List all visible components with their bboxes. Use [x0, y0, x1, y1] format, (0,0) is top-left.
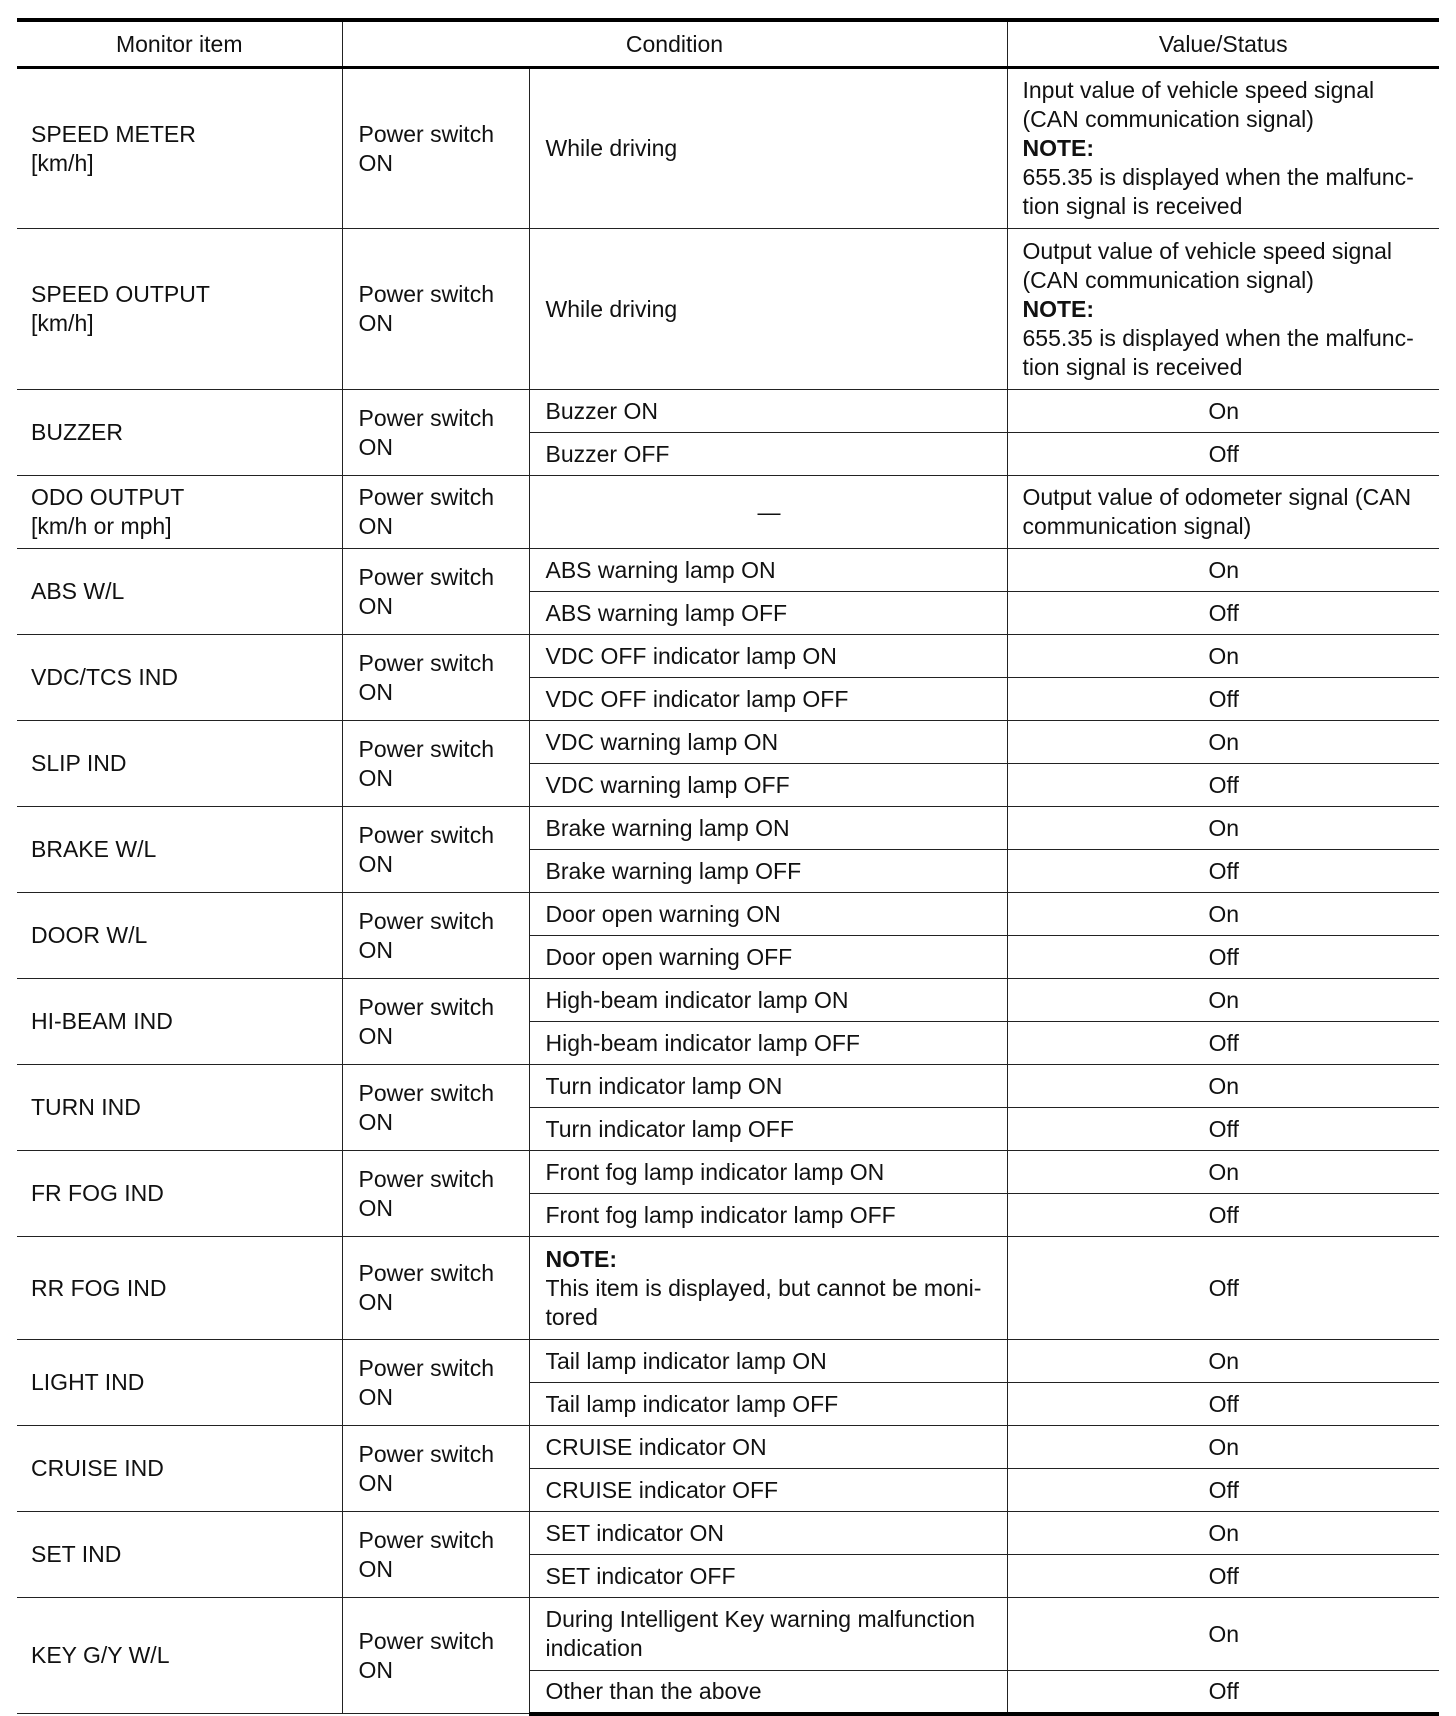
monitor-item: SPEED OUTPUT [km/h] [17, 229, 342, 390]
value-status: On [1007, 1512, 1439, 1555]
monitor-item: ODO OUTPUT [km/h or mph] [17, 476, 342, 549]
value-status: On [1007, 635, 1439, 678]
value-status: On [1007, 1151, 1439, 1194]
monitor-item: SLIP IND [17, 721, 342, 807]
power-condition: Power switch ON [342, 1426, 529, 1512]
condition: Buzzer OFF [529, 433, 1007, 476]
value-status: Off [1007, 1237, 1439, 1340]
header-monitor-item: Monitor item [17, 20, 342, 68]
value-status: Off [1007, 850, 1439, 893]
header-value-status: Value/Status [1007, 20, 1439, 68]
value-text: Output value of vehicle speed signal (CAN communication signal) [1022, 237, 1393, 293]
value-status: Off [1007, 936, 1439, 979]
condition: SET indicator OFF [529, 1555, 1007, 1598]
condition: Brake warning lamp OFF [529, 850, 1007, 893]
monitor-table [17, 18, 1439, 1716]
power-condition: Power switch ON [342, 1598, 529, 1714]
monitor-item: ABS W/L [17, 549, 342, 635]
condition: VDC warning lamp OFF [529, 764, 1007, 807]
note-text: 655.35 is displayed when the malfunc-tion signal is received [1022, 164, 1414, 219]
monitor-item: DOOR W/L [17, 893, 342, 979]
power-condition: Power switch ON [342, 549, 529, 635]
condition: Tail lamp indicator lamp OFF [529, 1383, 1007, 1426]
power-condition: Power switch ON [342, 893, 529, 979]
power-condition: Power switch ON [342, 229, 529, 390]
power-condition: Power switch ON [342, 979, 529, 1065]
condition: ABS warning lamp ON [529, 549, 1007, 592]
power-condition: Power switch ON [342, 807, 529, 893]
power-condition: Power switch ON [342, 635, 529, 721]
condition: Door open warning ON [529, 893, 1007, 936]
value-status: On [1007, 1065, 1439, 1108]
monitor-item: BRAKE W/L [17, 807, 342, 893]
value-status: On [1007, 979, 1439, 1022]
note-text: 655.35 is displayed when the malfunc-tion signal is received [1022, 324, 1414, 380]
condition: CRUISE indicator ON [529, 1426, 1007, 1469]
table-row [17, 1512, 1439, 1555]
value-status: Off [1007, 764, 1439, 807]
power-condition: Power switch ON [342, 721, 529, 807]
condition [529, 1237, 1007, 1340]
value-status: On [1007, 807, 1439, 850]
value-status: On [1007, 549, 1439, 592]
monitor-item: SET IND [17, 1512, 342, 1598]
header-row [17, 20, 1439, 68]
value-status: On [1007, 721, 1439, 764]
power-condition: Power switch ON [342, 1065, 529, 1151]
power-condition: Power switch ON [342, 476, 529, 549]
monitor-item: HI-BEAM IND [17, 979, 342, 1065]
condition: Front fog lamp indicator lamp ON [529, 1151, 1007, 1194]
monitor-item: BUZZER [17, 390, 342, 476]
monitor-item: SPEED METER [km/h] [17, 68, 342, 229]
condition: ABS warning lamp OFF [529, 592, 1007, 635]
table-row [17, 807, 1439, 850]
table-row [17, 1065, 1439, 1108]
monitor-item: KEY G/Y W/L [17, 1598, 342, 1714]
power-condition: Power switch ON [342, 68, 529, 229]
value-status: On [1007, 893, 1439, 936]
table-row [17, 229, 1439, 390]
table-row [17, 476, 1439, 549]
power-condition: Power switch ON [342, 390, 529, 476]
condition: — [529, 476, 1007, 549]
condition: High-beam indicator lamp OFF [529, 1022, 1007, 1065]
condition: While driving [529, 68, 1007, 229]
note-label: NOTE: [545, 1245, 618, 1272]
condition: During Intelligent Key warning malfunction indication [529, 1598, 1007, 1671]
note-label: NOTE: [1022, 135, 1095, 161]
power-condition: Power switch ON [342, 1512, 529, 1598]
table-row [17, 635, 1439, 678]
table-row [17, 1340, 1439, 1383]
value-status: On [1007, 390, 1439, 433]
value-text: Input value of vehicle speed signal (CAN communication signal) [1022, 77, 1375, 132]
monitor-item: LIGHT IND [17, 1340, 342, 1426]
condition: Front fog lamp indicator lamp OFF [529, 1194, 1007, 1237]
power-condition: Power switch ON [342, 1151, 529, 1237]
value-status: Off [1007, 1194, 1439, 1237]
condition: Turn indicator lamp OFF [529, 1108, 1007, 1151]
condition: While driving [529, 229, 1007, 390]
table-row [17, 721, 1439, 764]
table-row [17, 390, 1439, 433]
value-status [1007, 68, 1439, 229]
condition: CRUISE indicator OFF [529, 1469, 1007, 1512]
note-label: NOTE: [1022, 295, 1095, 322]
value-status: Off [1007, 1022, 1439, 1065]
monitor-item: CRUISE IND [17, 1426, 342, 1512]
condition: High-beam indicator lamp ON [529, 979, 1007, 1022]
value-status: Output value of odometer signal (CAN communication signal) [1007, 476, 1439, 549]
power-condition: Power switch ON [342, 1340, 529, 1426]
value-status: Off [1007, 433, 1439, 476]
condition: Other than the above [529, 1671, 1007, 1714]
monitor-item: VDC/TCS IND [17, 635, 342, 721]
table-row [17, 68, 1439, 229]
condition: VDC warning lamp ON [529, 721, 1007, 764]
value-status: Off [1007, 1671, 1439, 1714]
value-status: On [1007, 1598, 1439, 1671]
table-row [17, 549, 1439, 592]
condition: Door open warning OFF [529, 936, 1007, 979]
condition: Turn indicator lamp ON [529, 1065, 1007, 1108]
condition: Brake warning lamp ON [529, 807, 1007, 850]
monitor-item: TURN IND [17, 1065, 342, 1151]
condition: Tail lamp indicator lamp ON [529, 1340, 1007, 1383]
table-row [17, 1151, 1439, 1194]
header-condition: Condition [342, 20, 1007, 68]
table-row [17, 893, 1439, 936]
condition: Buzzer ON [529, 390, 1007, 433]
value-status: On [1007, 1426, 1439, 1469]
value-status: On [1007, 1340, 1439, 1383]
table-row [17, 979, 1439, 1022]
condition: VDC OFF indicator lamp OFF [529, 678, 1007, 721]
power-condition: Power switch ON [342, 1237, 529, 1340]
note-text: This item is displayed, but cannot be moni-tored [545, 1274, 982, 1330]
monitor-item: RR FOG IND [17, 1237, 342, 1340]
value-status: Off [1007, 592, 1439, 635]
value-status: Off [1007, 1555, 1439, 1598]
condition: SET indicator ON [529, 1512, 1007, 1555]
value-status: Off [1007, 1383, 1439, 1426]
table-row [17, 1598, 1439, 1671]
value-status [1007, 229, 1439, 390]
value-status: Off [1007, 1469, 1439, 1512]
monitor-item: FR FOG IND [17, 1151, 342, 1237]
table-row [17, 1237, 1439, 1340]
condition: VDC OFF indicator lamp ON [529, 635, 1007, 678]
value-status: Off [1007, 678, 1439, 721]
value-status: Off [1007, 1108, 1439, 1151]
table-row [17, 1426, 1439, 1469]
